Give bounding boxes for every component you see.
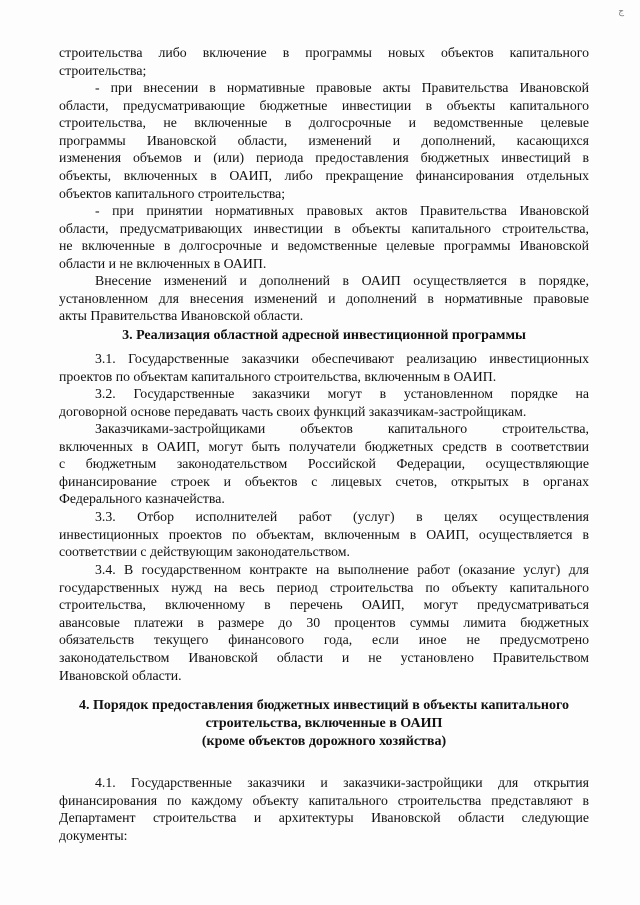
section-heading-line: строительства, включенные в ОАИП xyxy=(205,716,443,731)
text-line: проектов по объектам капитального строительства, включенным в ОАИП. xyxy=(59,368,497,384)
text-line: Внесение изменений и дополнений в ОАИП осуществляется в порядке, xyxy=(95,273,589,288)
text-line: с бюджетным законодательством Российской Федерации, осуществляющие xyxy=(59,456,589,472)
paragraph xyxy=(59,774,589,844)
text-line: объектов капитального строительства; xyxy=(59,185,286,201)
text-line: авансовые платежи в размере до 30 процентов суммы лимита бюджетных xyxy=(59,614,589,630)
paragraph xyxy=(59,272,589,325)
text-line: - при внесении в нормативные правовые акты Правительства Ивановской xyxy=(95,80,589,95)
corner-mark: ج xyxy=(618,6,624,16)
text-line: финансирование строек и объектов с лицевых счетов, открытых в органах xyxy=(59,473,589,489)
text-line: - при принятии нормативных правовых актов Правительства Ивановской xyxy=(95,203,589,218)
text-line: строительства; xyxy=(59,62,147,78)
text-line: строительства, не включенные в долгосрочные и ведомственные целевые xyxy=(59,115,589,131)
text-line: финансирования по каждому объекту капитального строительства представляют в xyxy=(59,792,589,808)
paragraph xyxy=(59,385,589,420)
text-line: не включенные в долгосрочные и ведомственные целевые программы Ивановской xyxy=(59,238,589,254)
paragraph xyxy=(59,202,589,272)
text-line: акты Правительства Ивановской области. xyxy=(59,308,304,324)
paragraph xyxy=(59,561,589,684)
paragraph xyxy=(59,44,589,79)
text-line: документы: xyxy=(59,827,128,843)
text-line: Заказчиками-застройщиками объектов капитального строительства, xyxy=(95,421,589,436)
text-line: Ивановской области. xyxy=(59,667,182,683)
text-line: соответствии с действующим законодательством. xyxy=(59,544,350,560)
text-line: обязательств текущего финансового года, если иное не предусмотрено xyxy=(59,632,589,648)
text-line: программы Ивановской области, изменений и дополнений, касающихся xyxy=(59,132,589,148)
section-heading: 3. Реализация областной адресной инвестиционной программы xyxy=(122,328,526,343)
text-line: установленном для внесения изменений и дополнений в нормативные правовые xyxy=(59,290,589,306)
text-line: области и не включенных в ОАИП. xyxy=(59,255,267,271)
paragraph xyxy=(59,508,589,561)
text-line: включенных в ОАИП, могут быть получатели бюджетных средств в соответствии xyxy=(59,438,589,454)
text-line: законодательством Ивановской области и не установлено Правительством xyxy=(59,649,589,665)
text-line: 3.3. Отбор исполнителей работ (услуг) в целях осуществления xyxy=(95,509,589,524)
text-line: 4.1. Государственные заказчики и заказчики-застройщики для открытия xyxy=(95,775,589,790)
text-line: инвестиционных проектов по объектам, включенным в ОАИП, осуществляется в xyxy=(59,526,589,542)
text-line: области, предусматривающие бюджетные инвестиции в объекты капитального xyxy=(59,97,589,113)
paragraph xyxy=(59,420,589,508)
text-line: Федерального казначейства. xyxy=(59,491,225,507)
text-line: 3.2. Государственные заказчики могут в установленном порядке на xyxy=(95,386,589,401)
text-line: договорной основе передавать часть своих функций заказчикам-застройщикам. xyxy=(59,403,527,419)
text-line: строительства, включенному в перечень ОАИП, могут предусматриваться xyxy=(59,597,589,613)
text-line: строительства либо включение в программы новых объектов капитального xyxy=(59,45,589,60)
text-line: Департамент строительства и архитектуры Ивановской области следующие xyxy=(59,810,589,826)
text-line: 3.1. Государственные заказчики обеспечивают реализацию инвестиционных xyxy=(95,351,589,366)
paragraph xyxy=(59,79,589,202)
text-line: государственных нужд на весь период строительства по объекту капитального xyxy=(59,579,589,595)
text-line: 3.4. В государственном контракте на выполнение работ (оказание услуг) для xyxy=(95,562,589,577)
section-heading-line: 4. Порядок предоставления бюджетных инвестиций в объекты капитального xyxy=(78,698,569,713)
text-line: изменения объемов и (или) периода предоставления бюджетных инвестиций в xyxy=(59,150,589,166)
section-heading-line: (кроме объектов дорожного хозяйства) xyxy=(201,734,447,749)
text-line: объекты, включенных в ОАИП, либо прекращение финансирования отдельных xyxy=(59,167,589,183)
text-line: области, предусматривающих инвестиции в объекты капитального строительства, xyxy=(59,220,589,236)
paragraph xyxy=(59,350,589,385)
